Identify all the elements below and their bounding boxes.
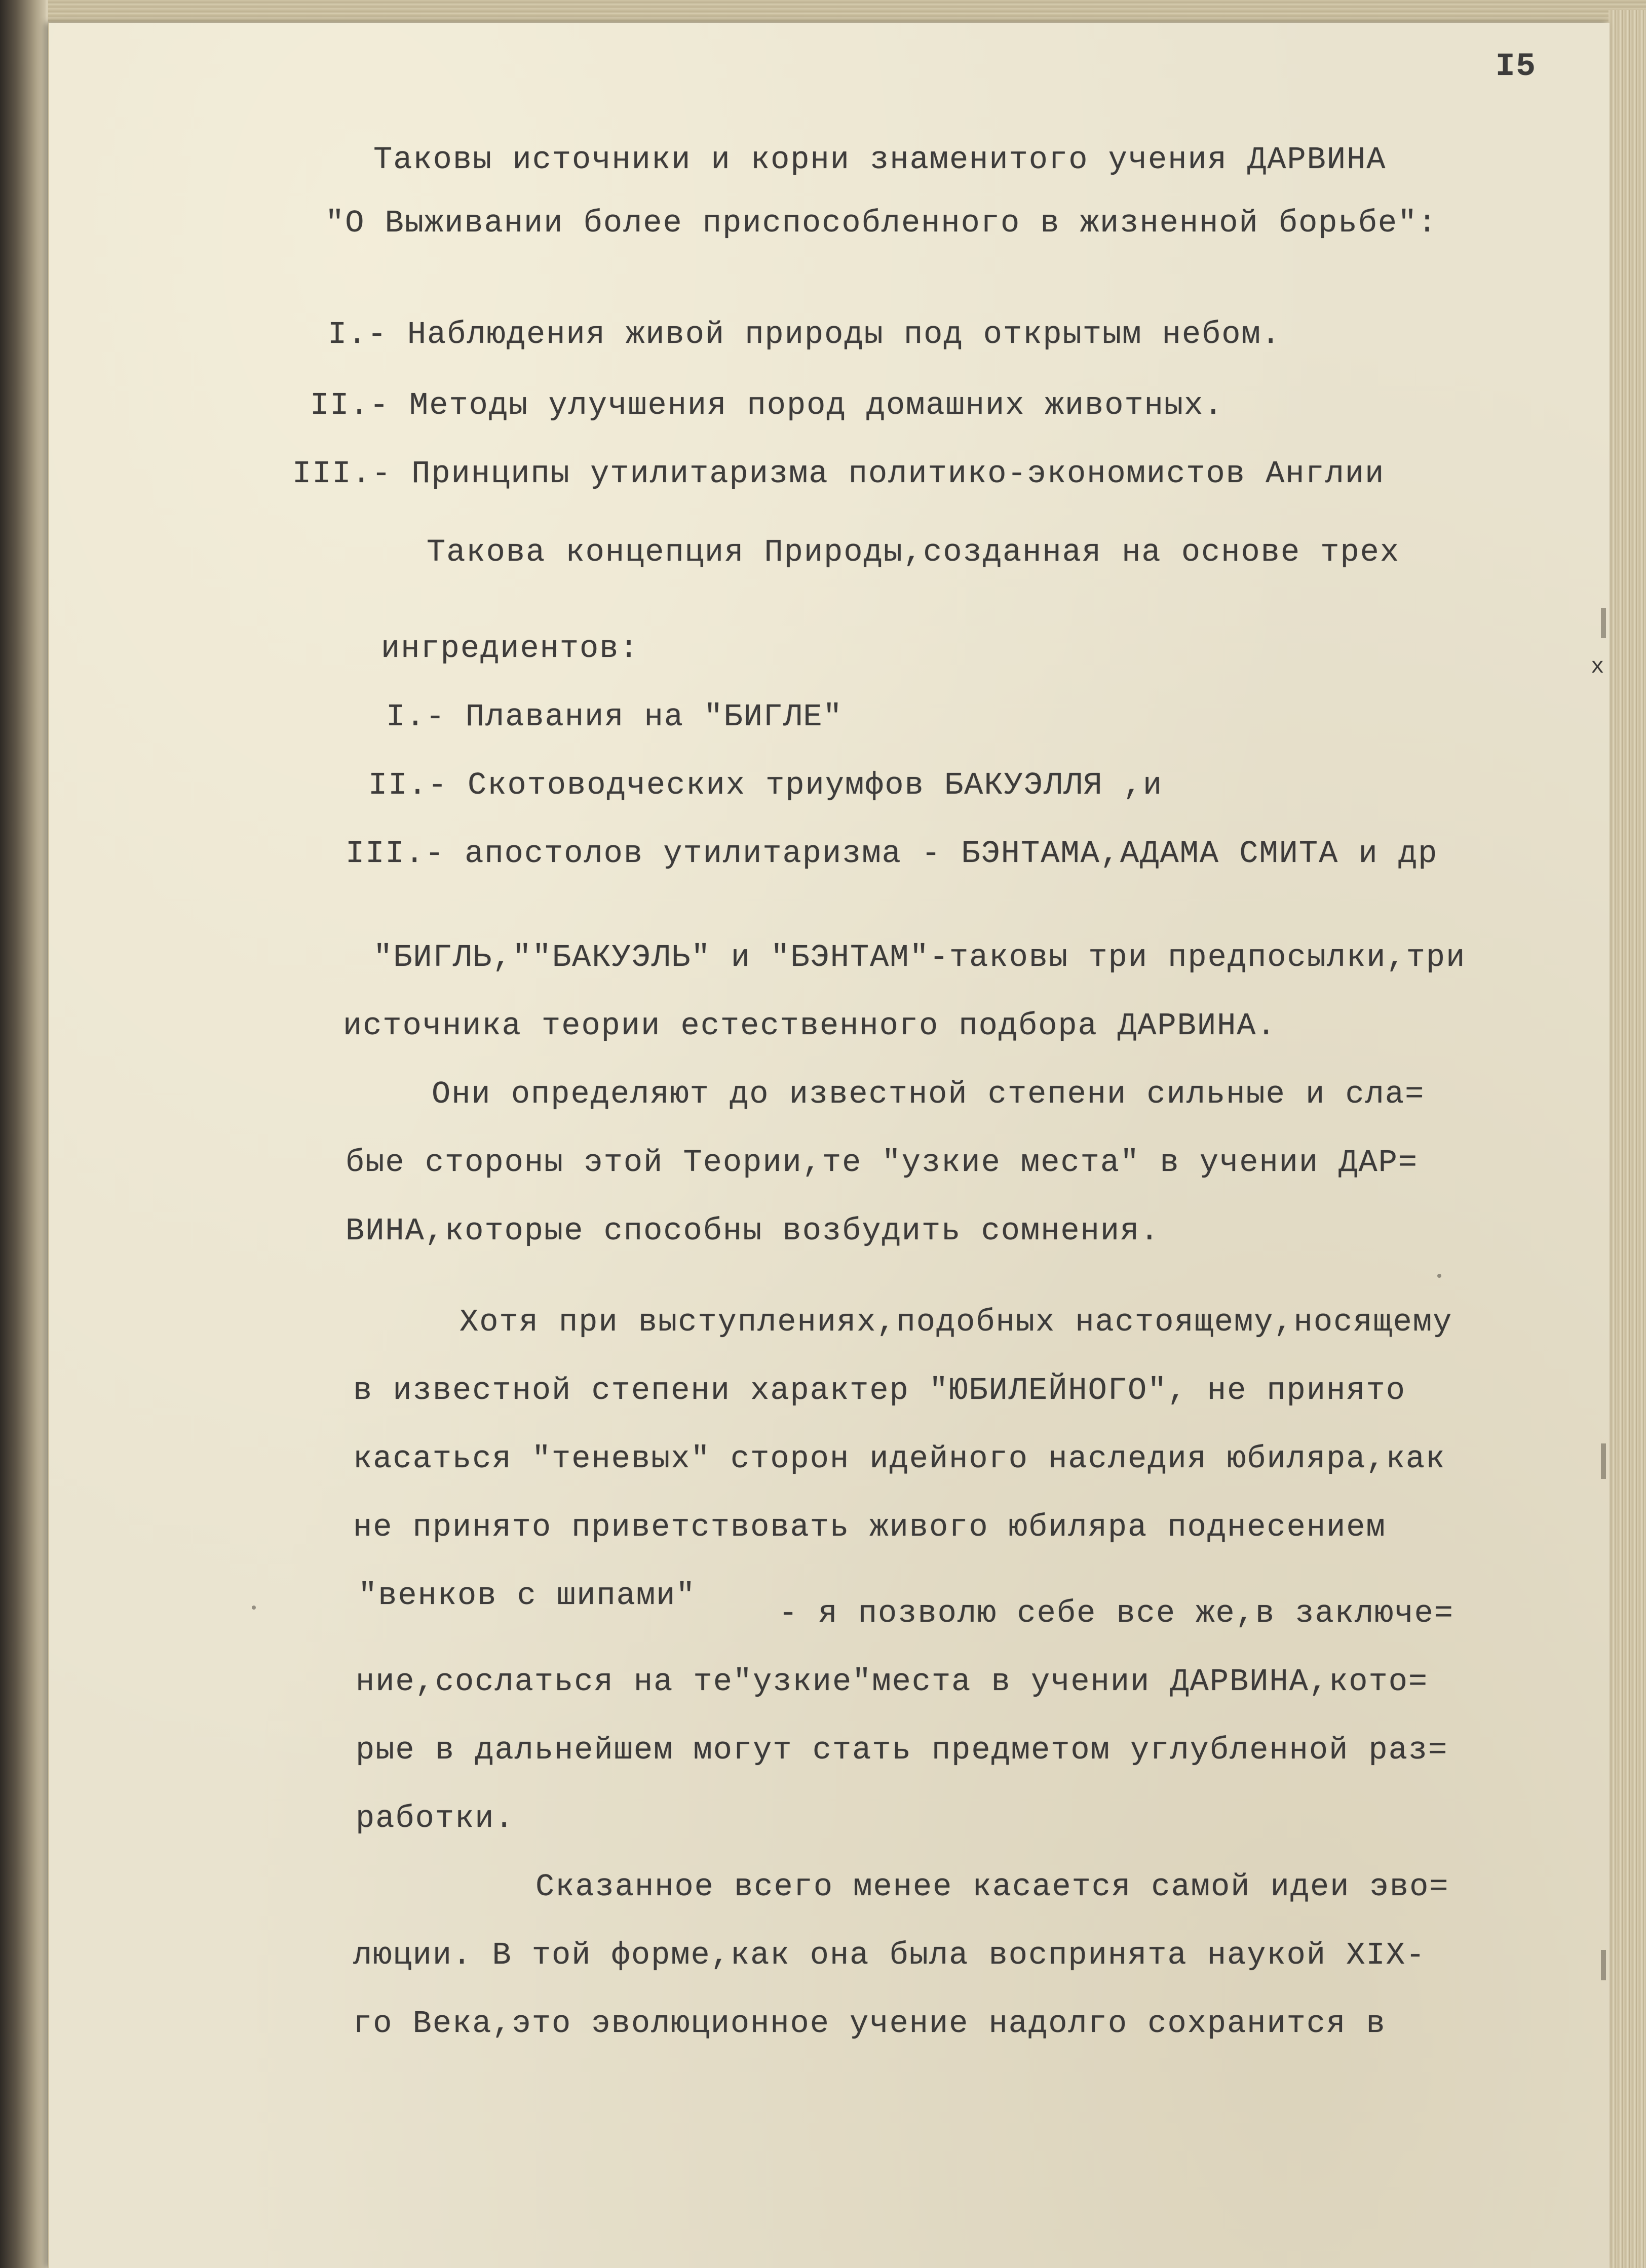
sources-list-item-3: III.- Принципы утилитаризма политико-экономистов Англии: [292, 456, 1385, 492]
binding-edge: [0, 0, 46, 2268]
sources-list-item-1: I.- Наблюдения живой природы под открытым небом.: [328, 317, 1281, 353]
paragraph-3-line-1: Хотя при выступлениях,подобных настоящему,носящему: [460, 1304, 1453, 1340]
ingredients-list-item-1: I.- Плавания на "БИГЛЕ": [386, 699, 843, 735]
paragraph-1-line-1: "БИГЛЬ,""БАКУЭЛЬ" и "БЭНТАМ"-таковы три предпосылки,три: [373, 940, 1466, 975]
heading-line-1: Таковы источники и корни знаменитого учения ДАРВИНА: [373, 142, 1387, 178]
paragraph-3-line-4: не принято приветствовать живого юбиляра поднесением: [353, 1509, 1386, 1545]
binding-clip-mark: [1601, 1443, 1606, 1479]
ingredients-list-item-3: III.- апостолов утилитаризма - БЭНТАМА,АДАМА СМИТА и др: [346, 836, 1438, 872]
paragraph-3-line-5b: - я позволю себе все же,в заключе=: [779, 1595, 1454, 1631]
margin-mark: x: [1591, 654, 1604, 680]
paragraph-3-line-3: касаться "теневых" сторон идейного наследия юбиляра,как: [353, 1441, 1446, 1477]
paragraph-3-line-6: ние,сослаться на те"узкие"места в учении ДАРВИНА,кото=: [356, 1664, 1429, 1700]
binding-clip-mark: [1601, 1950, 1606, 1980]
page-stack-top: [48, 0, 1646, 23]
paragraph-3-line-8: работки.: [356, 1801, 515, 1836]
paragraph-2-line-2: бые стороны этой Теории,те "узкие места" в учении ДАР=: [346, 1145, 1419, 1181]
sources-list-item-2: II.- Методы улучшения пород домашних животных.: [310, 387, 1224, 423]
page-stack-right: [1609, 10, 1646, 2268]
ingredients-list-item-2: II.- Скотоводческих триумфов БАКУЭЛЛЯ ,и: [368, 767, 1163, 803]
paragraph-3-line-2: в известной степени характер "ЮБИЛЕЙНОГО", не принято: [353, 1373, 1406, 1409]
paragraph-1-line-2: источника теории естественного подбора ДАРВИНА.: [343, 1008, 1277, 1044]
paragraph-4-line-1: Сказанное всего менее касается самой идеи эво=: [535, 1869, 1449, 1905]
ink-speck: [252, 1606, 256, 1610]
paragraph-3-line-7: рые в дальнейшем могут стать предметом углубленной раз=: [356, 1732, 1448, 1768]
concept-intro-line-2: ингредиентов:: [381, 631, 639, 667]
typewritten-page: [48, 23, 1610, 2268]
paragraph-4-line-2: люции. В той форме,как она была воспринята наукой XIX-: [353, 1937, 1426, 1973]
paragraph-2-line-3: ВИНА,которые способны возбудить сомнения.: [346, 1213, 1160, 1249]
paragraph-2-line-1: Они определяют до известной степени сильные и сла=: [432, 1076, 1425, 1112]
concept-intro-line-1: Такова концепция Природы,созданная на основе трех: [427, 534, 1400, 570]
paragraph-4-line-3: го Века,это эволюционное учение надолго сохранится в: [353, 2006, 1386, 2042]
binding-clip-mark: [1601, 608, 1606, 638]
ink-speck: [1437, 1274, 1441, 1278]
paragraph-3-line-5a: "венков с шипами": [358, 1578, 696, 1614]
page-number: I5: [1496, 49, 1537, 85]
heading-line-2: "О Выживании более приспособленного в жизненной борьбе":: [325, 205, 1438, 241]
